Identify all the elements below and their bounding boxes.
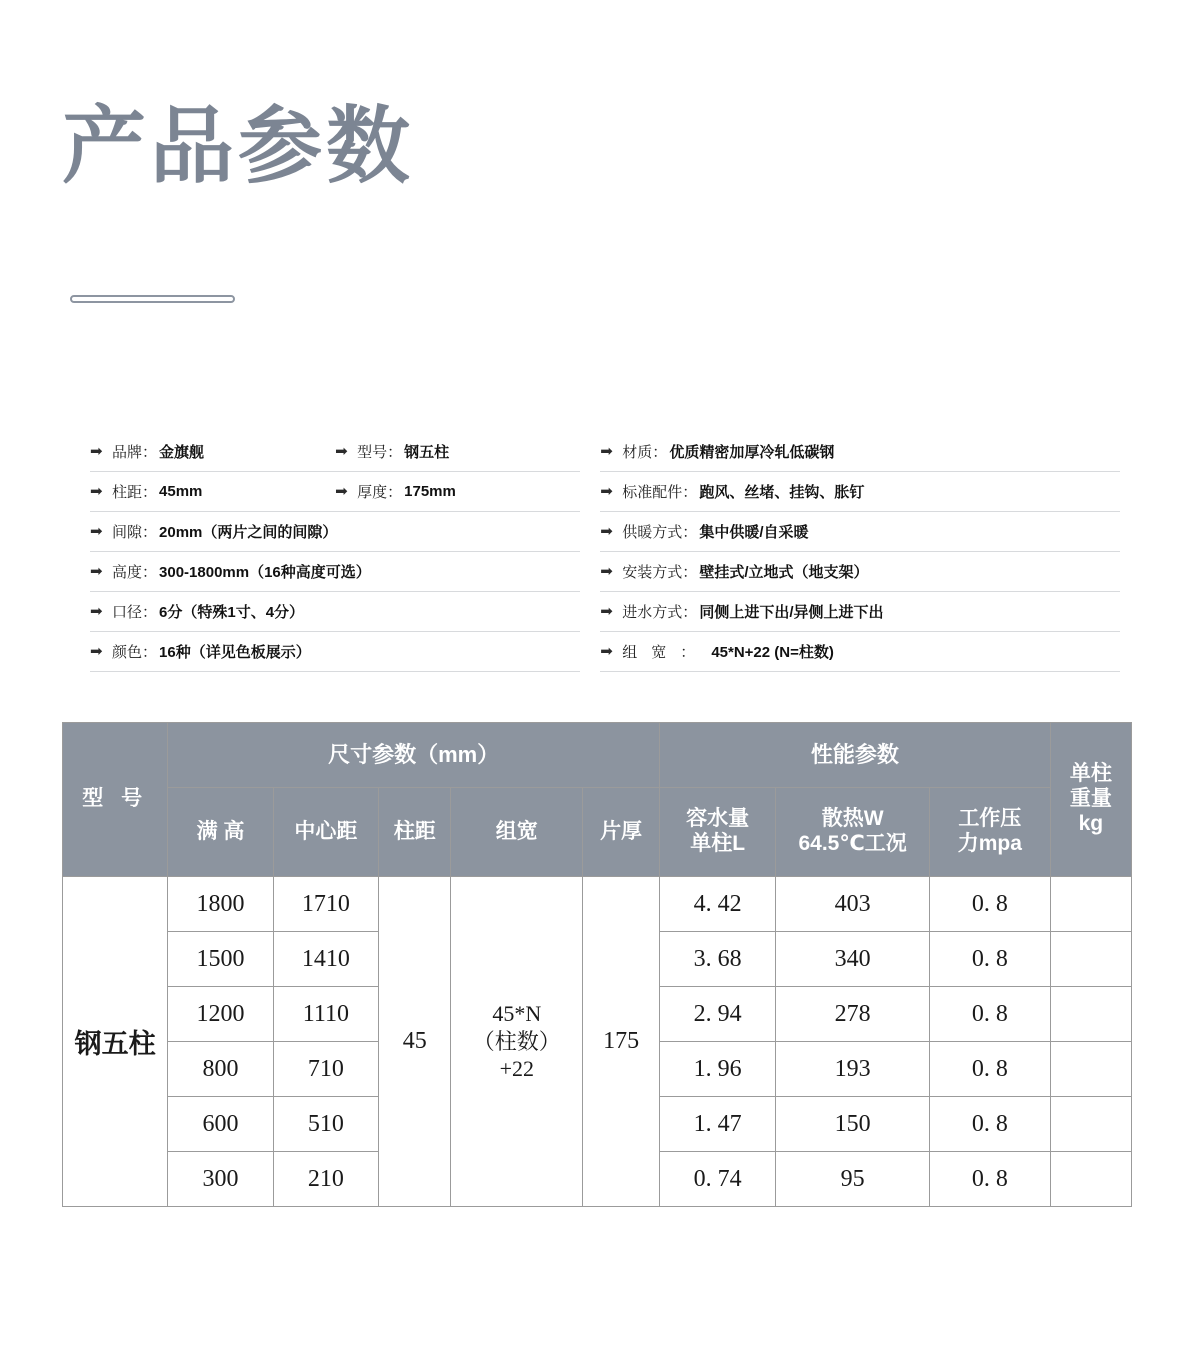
cell-water-capacity: 2. 94: [659, 987, 775, 1042]
cell-center-distance: 1410: [273, 932, 378, 987]
spec-row: [600, 632, 1120, 672]
th-group-width: 组宽: [451, 788, 583, 877]
arrow-right-icon: ➡: [90, 643, 103, 660]
spec-value: 跑风、丝堵、挂钩、胀钉: [699, 484, 865, 501]
spec-item-heating-mode: [600, 521, 1120, 542]
spec-label: 厚度：: [357, 484, 403, 501]
cell-water-capacity: 3. 68: [659, 932, 775, 987]
th-center-distance: 中心距: [273, 788, 378, 877]
th-model: [63, 723, 168, 877]
arrow-right-icon: ➡: [335, 443, 348, 460]
spec-value: 同侧上进下出/异侧上进下出: [699, 604, 884, 621]
spec-row: [90, 472, 580, 512]
cell-group-width-line3: +22: [499, 1056, 534, 1082]
cell-water-capacity: 1. 47: [659, 1097, 775, 1152]
th-working-pressure-line2: 力mpa: [957, 832, 1022, 855]
spec-column-left: [90, 432, 580, 672]
cell-center-distance: 710: [273, 1042, 378, 1097]
spec-label: 柱距：: [112, 484, 158, 501]
spec-label: 高度：: [112, 564, 158, 581]
spec-value: 金旗舰: [159, 444, 205, 461]
cell-heat-output: 403: [776, 877, 930, 932]
table-header-row-cols: [63, 788, 1132, 877]
spec-value: 300-1800mm（16种高度可选）: [159, 564, 371, 581]
spec-label: 安装方式：: [622, 564, 698, 581]
th-single-weight-line1: 单柱: [1069, 762, 1112, 786]
cell-heat-output: 278: [776, 987, 930, 1042]
arrow-right-icon: ➡: [90, 443, 103, 460]
spec-value: 45mm: [159, 483, 203, 500]
spec-item-group-width: [600, 641, 1120, 662]
arrow-right-icon: ➡: [90, 563, 103, 580]
spec-item-material: [600, 441, 1120, 462]
spec-value: 45*N+22 (N=柱数): [711, 644, 834, 661]
spec-item-brand: [90, 441, 335, 462]
th-water-capacity: [659, 788, 775, 877]
cell-column-distance: 45: [379, 877, 451, 1207]
spec-value: 6分（特殊1寸、4分）: [159, 604, 305, 621]
cell-center-distance: 510: [273, 1097, 378, 1152]
th-performance-group: 性能参数: [659, 723, 1050, 788]
spec-value: 20mm（两片之间的间隙）: [159, 524, 338, 541]
cell-full-height: 800: [168, 1042, 273, 1097]
spec-row: [600, 472, 1120, 512]
cell-heat-output: 340: [776, 932, 930, 987]
spec-item-accessories: [600, 481, 1120, 502]
spec-value: 175mm: [404, 483, 456, 500]
cell-pressure: 0. 8: [929, 1152, 1050, 1207]
th-working-pressure: [929, 788, 1050, 877]
spec-row: [600, 432, 1120, 472]
cell-water-capacity: 1. 96: [659, 1042, 775, 1097]
spec-item-gap: [90, 521, 580, 542]
spec-row: [600, 552, 1120, 592]
th-heat-output-line2: 64.5℃工况: [798, 832, 907, 855]
spec-item-caliber: [90, 601, 580, 622]
spec-label: 口径：: [112, 604, 158, 621]
cell-weight: [1050, 987, 1131, 1042]
spec-row: [90, 632, 580, 672]
cell-full-height: 1200: [168, 987, 273, 1042]
spec-list: [90, 432, 1120, 672]
spec-item-model: [335, 441, 580, 462]
arrow-right-icon: ➡: [600, 643, 613, 660]
cell-water-capacity: 0. 74: [659, 1152, 775, 1207]
cell-full-height: 600: [168, 1097, 273, 1152]
cell-heat-output: 193: [776, 1042, 930, 1097]
spec-label: 标准配件：: [622, 484, 698, 501]
th-single-weight: [1050, 723, 1131, 877]
arrow-right-icon: ➡: [600, 603, 613, 620]
th-single-weight-line3: kg: [1078, 811, 1104, 835]
spec-row: [600, 512, 1120, 552]
arrow-right-icon: ➡: [335, 483, 348, 500]
cell-heat-output: 95: [776, 1152, 930, 1207]
th-water-capacity-line2: 单柱L: [690, 832, 746, 855]
th-heat-output: [776, 788, 930, 877]
arrow-right-icon: ➡: [600, 483, 613, 500]
spec-value: 钢五柱: [404, 444, 450, 461]
spec-label: 进水方式：: [622, 604, 698, 621]
cell-pressure: 0. 8: [929, 877, 1050, 932]
cell-full-height: 300: [168, 1152, 273, 1207]
table-row: [63, 877, 1132, 932]
spec-label: 型号：: [357, 444, 403, 461]
spec-value: 壁挂式/立地式（地支架）: [699, 564, 869, 581]
spec-row: [90, 552, 580, 592]
spec-column-right: [600, 432, 1120, 672]
cell-pressure: 0. 8: [929, 1042, 1050, 1097]
spec-value: 16种（详见色板展示）: [159, 644, 311, 661]
spec-label: 间隙：: [112, 524, 158, 541]
cell-pressure: 0. 8: [929, 1097, 1050, 1152]
cell-group-width-line1: 45*N: [492, 1001, 542, 1027]
table-header-row-groups: [63, 723, 1132, 788]
cell-weight: [1050, 1097, 1131, 1152]
title-underline-rule: [70, 295, 235, 303]
cell-center-distance: 1710: [273, 877, 378, 932]
arrow-right-icon: ➡: [600, 443, 613, 460]
cell-weight: [1050, 932, 1131, 987]
cell-full-height: 1500: [168, 932, 273, 987]
arrow-right-icon: ➡: [600, 563, 613, 580]
th-size-group: 尺寸参数（mm）: [168, 723, 660, 788]
th-water-capacity-line1: 容水量: [686, 807, 750, 831]
cell-pressure: 0. 8: [929, 987, 1050, 1042]
cell-water-capacity: 4. 42: [659, 877, 775, 932]
cell-model-name: 钢五柱: [63, 877, 168, 1207]
th-working-pressure-line1: 工作压: [958, 807, 1022, 831]
cell-pressure: 0. 8: [929, 932, 1050, 987]
spec-item-thickness: [335, 481, 580, 502]
th-single-weight-line2: 重量: [1069, 787, 1112, 811]
cell-weight: [1050, 877, 1131, 932]
parameter-table: [62, 722, 1132, 1207]
spec-value: 集中供暖/自采暖: [699, 524, 809, 541]
spec-item-height: [90, 561, 580, 582]
cell-group-width-line2: （柱数）: [472, 1028, 561, 1054]
spec-row: [600, 592, 1120, 632]
arrow-right-icon: ➡: [600, 523, 613, 540]
spec-label: 供暖方式：: [622, 524, 698, 541]
spec-item-installation: [600, 561, 1120, 582]
arrow-right-icon: ➡: [90, 603, 103, 620]
th-model-label: 型 号: [82, 787, 149, 811]
spec-label: 品牌：: [112, 444, 158, 461]
cell-weight: [1050, 1042, 1131, 1097]
spec-row: [90, 512, 580, 552]
th-heat-output-line1: 散热W: [821, 807, 884, 831]
th-thickness: 片厚: [583, 788, 660, 877]
spec-item-column-distance: [90, 481, 335, 502]
arrow-right-icon: ➡: [90, 483, 103, 500]
spec-label: 组宽：: [622, 644, 710, 661]
spec-value: 优质精密加厚冷轧低碳钢: [669, 444, 835, 461]
page-title: 产品参数: [62, 99, 415, 193]
arrow-right-icon: ➡: [90, 523, 103, 540]
cell-center-distance: 210: [273, 1152, 378, 1207]
cell-weight: [1050, 1152, 1131, 1207]
spec-row: [90, 592, 580, 632]
cell-thickness: 175: [583, 877, 660, 1207]
spec-item-color: [90, 641, 580, 662]
spec-row: [90, 432, 580, 472]
cell-group-width: [451, 877, 583, 1207]
th-column-distance: 柱距: [379, 788, 451, 877]
cell-heat-output: 150: [776, 1097, 930, 1152]
cell-center-distance: 1110: [273, 987, 378, 1042]
th-full-height: 满 高: [168, 788, 273, 877]
spec-label: 颜色：: [112, 644, 158, 661]
spec-item-water-inlet: [600, 601, 1120, 622]
cell-full-height: 1800: [168, 877, 273, 932]
spec-label: 材质：: [622, 444, 668, 461]
